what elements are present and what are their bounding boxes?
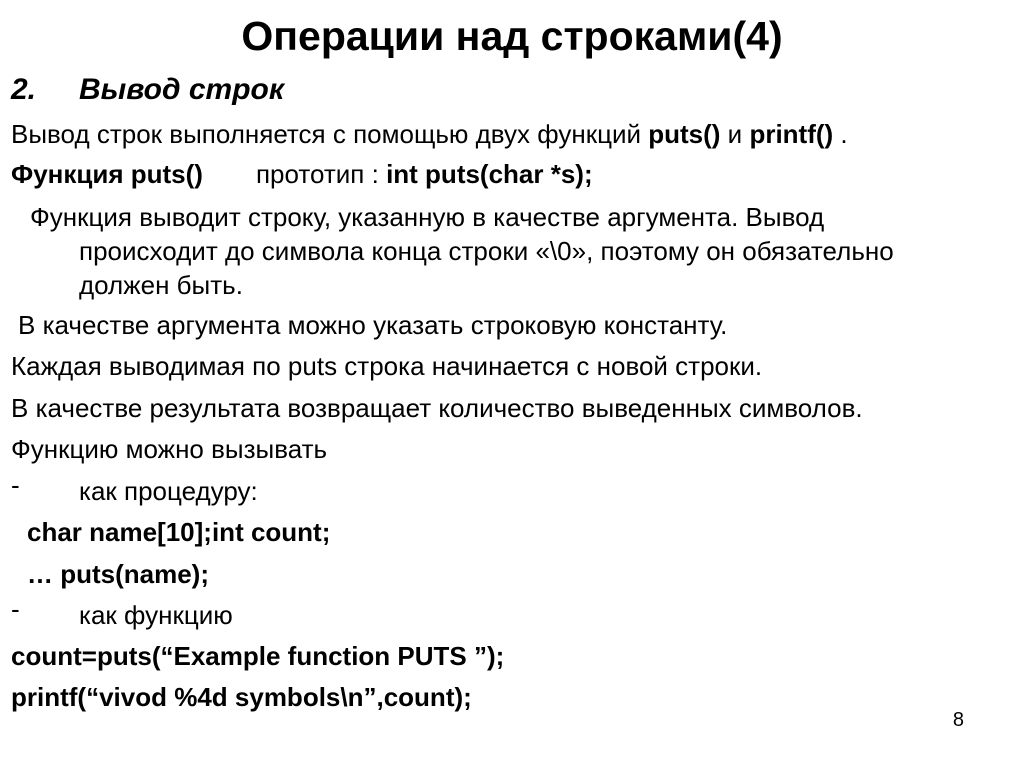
- bullet-function: как функцию: [79, 600, 233, 630]
- bullet-procedure: как процедуру:: [79, 476, 258, 506]
- section-heading-text: Вывод строк: [79, 73, 285, 106]
- intro-text: Вывод строк выполняется с помощью двух функций: [11, 119, 649, 149]
- description-line-3: должен быть.: [79, 270, 243, 300]
- puts-keyword: puts(): [648, 119, 721, 149]
- bullet-dash: -: [11, 594, 20, 624]
- code-line-4: printf(“vivod %4d symbols\n”,count);: [11, 682, 472, 712]
- bullet-dash: -: [11, 470, 20, 500]
- intro-end: .: [833, 119, 848, 149]
- newline-line: Каждая выводимая по puts строка начинается с новой строки.: [11, 351, 763, 381]
- prototype-label: прототип :: [255, 159, 387, 189]
- section-number: 2.: [11, 73, 37, 106]
- printf-keyword: printf(): [749, 119, 834, 149]
- constant-line: В качестве аргумента можно указать строковую константу.: [18, 310, 728, 340]
- intro-and: и: [720, 119, 750, 149]
- code-line-1: char name[10];int count;: [27, 517, 331, 547]
- description-line-2: происходит до символа конца строки «\0», поэтому он обязательно: [79, 236, 894, 266]
- code-line-2: … puts(name);: [27, 559, 209, 589]
- function-label: Функция puts(): [11, 159, 203, 189]
- prototype-code: int puts(char *s);: [386, 159, 593, 189]
- call-line: Функцию можно вызывать: [11, 434, 328, 464]
- prototype-line: [11, 157, 593, 191]
- result-line: В качестве результата возвращает количество выведенных символов.: [11, 393, 863, 423]
- description-line-1: Функция выводит строку, указанную в качестве аргумента. Вывод: [30, 202, 825, 232]
- code-line-3: count=puts(“Example function PUTS ”);: [11, 641, 505, 671]
- page-number: 8: [952, 709, 964, 731]
- description-paragraph: [30, 200, 1000, 302]
- slide-title: Операции над строками(4): [241, 13, 783, 59]
- intro-line: [11, 117, 848, 151]
- section-heading: [11, 72, 284, 108]
